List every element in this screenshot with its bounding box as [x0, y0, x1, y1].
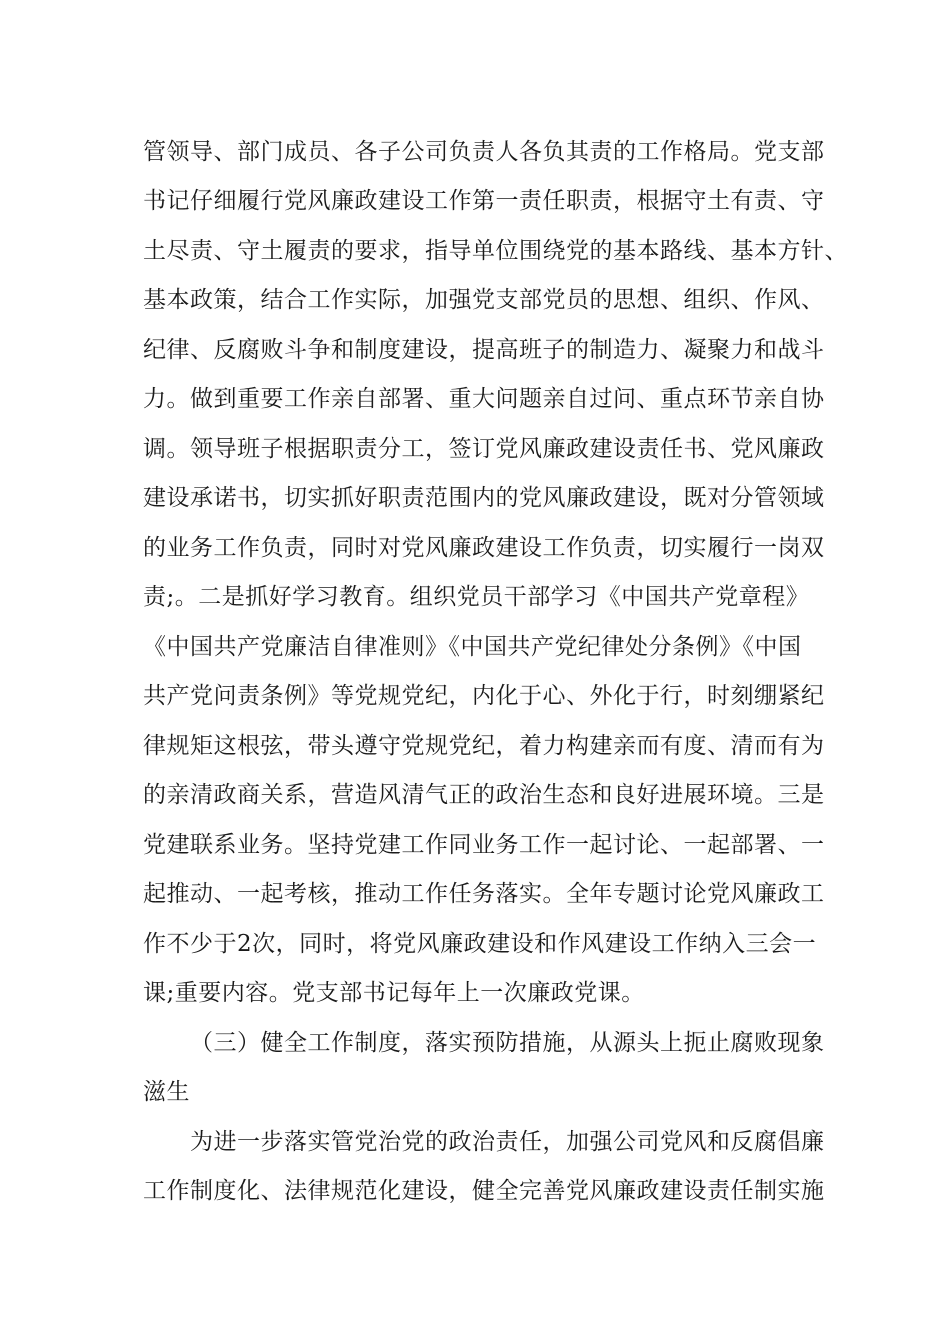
- body-line: 力。做到重要工作亲自部署、重大问题亲自过问、重点环节亲自协: [143, 386, 825, 412]
- body-line: 书记仔细履行党风廉政建设工作第一责任职责，根据守土有责、守: [143, 188, 825, 214]
- body-line: 共产党问责条例》等党规党纪，内化于心、外化于行，时刻绷紧纪: [143, 683, 825, 709]
- body-line: 作不少于2次，同时，将党风廉政建设和作风建设工作纳入三会一: [143, 931, 817, 957]
- body-line: 党建联系业务。坚持党建工作同业务工作一起讨论、一起部署、一: [143, 832, 825, 858]
- body-line: 责;。二是抓好学习教育。组织党员干部学习《中国共产党章程》: [143, 584, 810, 610]
- body-line: 起推动、一起考核，推动工作任务落实。全年专题讨论党风廉政工: [143, 881, 825, 907]
- section-heading: （三）健全工作制度，落实预防措施，从源头上扼止腐败现象: [190, 1030, 825, 1056]
- body-line: 调。领导班子根据职责分工，签订党风廉政建设责任书、党风廉政: [143, 436, 825, 462]
- body-line: 纪律、反腐败斗争和制度建设，提高班子的制造力、凝聚力和战斗: [143, 337, 825, 363]
- body-line: 的业务工作负责，同时对党风廉政建设工作负责，切实履行一岗双: [143, 535, 825, 561]
- body-line: 《中国共产党廉洁自律准则》《中国共产党纪律处分条例》《中国: [143, 634, 802, 660]
- body-line: 工作制度化、法律规范化建设，健全完善党风廉政建设责任制实施: [143, 1178, 825, 1204]
- body-line: 土尽责、守土履责的要求，指导单位围绕党的基本路线、基本方针、: [143, 238, 848, 264]
- body-line: 管领导、部门成员、各子公司负责人各负其责的工作格局。党支部: [143, 139, 825, 165]
- body-line: 基本政策，结合工作实际，加强党支部党员的思想、组织、作风、: [143, 287, 825, 313]
- body-line: 课;重要内容。党支部书记每年上一次廉政党课。: [143, 980, 645, 1006]
- body-line: 律规矩这根弦，带头遵守党规党纪，着力构建亲而有度、清而有为: [143, 733, 825, 759]
- body-line: 建设承诺书，切实抓好职责范围内的党风廉政建设，既对分管领域: [143, 485, 825, 511]
- body-line: 为进一步落实管党治党的政治责任，加强公司党风和反腐倡廉: [190, 1129, 825, 1155]
- section-heading-continued: 滋生: [143, 1079, 190, 1105]
- body-line: 的亲清政商关系，营造风清气正的政治生态和良好进展环境。三是: [143, 782, 825, 808]
